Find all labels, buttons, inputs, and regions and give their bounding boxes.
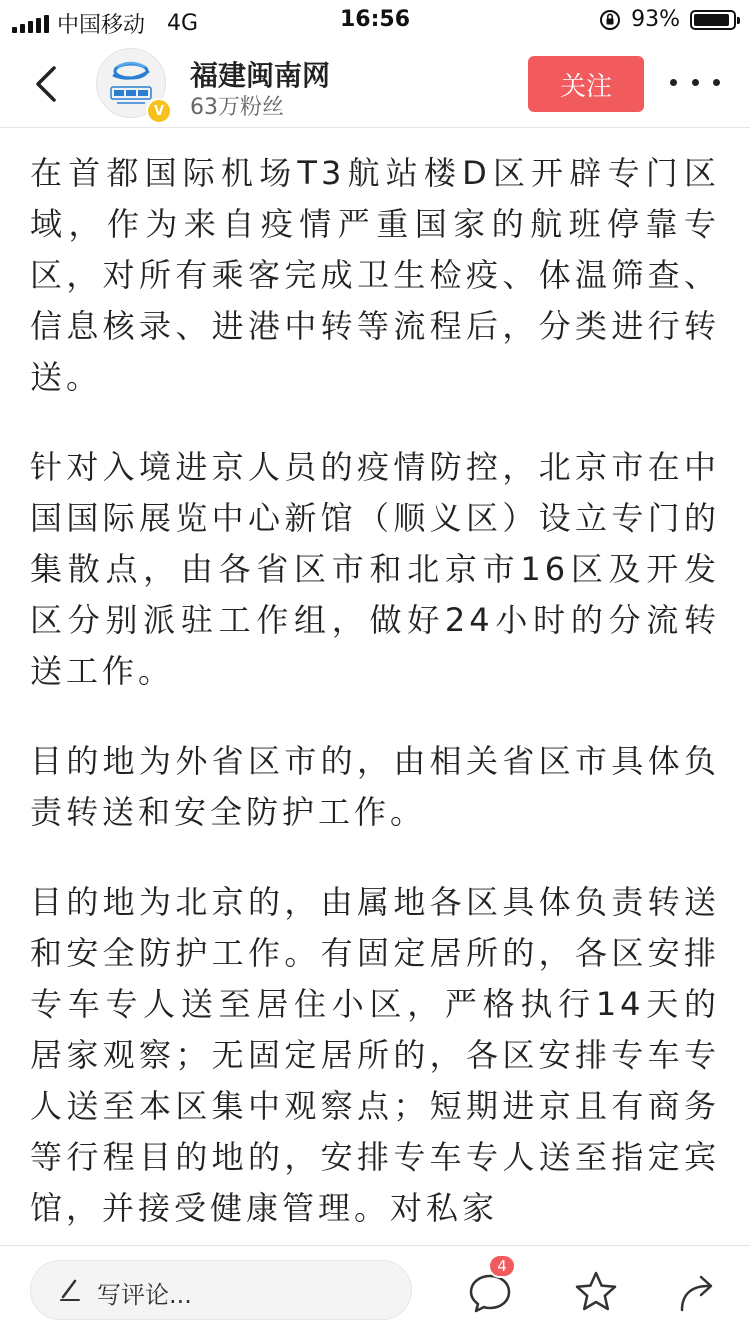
star-icon[interactable] [572, 1268, 620, 1316]
carrier-label: 中国移动 [57, 13, 146, 38]
battery-icon [690, 10, 736, 30]
edit-icon [55, 1275, 85, 1305]
status-bar [0, 0, 750, 40]
bottom-action-bar [0, 1245, 750, 1334]
article-paragraph: 目的地为北京的，由属地各区具体负责转送和安全防护工作。有固定居所的，各区安排专车专人送至居住小区，严格执行14天的居家观察；无固定居所的，各区安排专车专人送至本区集中观察点；短期进京且有商务等行程目的地的，安排专车专人送至指定宾馆，并接受健康管理。对私家 [30, 883, 720, 1227]
battery-percent: 93% [631, 7, 680, 32]
more-options-icon[interactable] [670, 70, 720, 94]
network-label: 4G [167, 11, 199, 36]
orientation-lock-icon [599, 9, 621, 31]
comment-input[interactable] [30, 1260, 412, 1320]
status-time: 16:56 [339, 7, 411, 32]
article-paragraph: 目的地为外省区市的，由相关省区市具体负责转送和安全防护工作。 [30, 742, 720, 831]
back-arrow-icon[interactable] [28, 62, 68, 106]
comment-placeholder: 写评论... [97, 1281, 192, 1309]
article-paragraph: 针对入境进京人员的疫情防控，北京市在中国国际展览中心新馆（顺义区）设立专门的集散点，由各省区市和北京市16区及开发区分别派驻工作组，做好24小时的分流转送工作。 [30, 448, 720, 690]
article-body [0, 128, 750, 1245]
follow-button[interactable]: 关注 [528, 56, 644, 112]
follower-count: 63万粉丝 [190, 95, 284, 120]
article-header [0, 40, 750, 128]
comment-count-badge: 4 [488, 1254, 516, 1278]
article-paragraph: 在首都国际机场T3航站楼D区开辟专门区域，作为来自疫情严重国家的航班停靠专区，对所有乘客完成卫生检疫、体温筛查、信息核录、进港中转等流程后，分类进行转送。 [30, 154, 720, 396]
share-icon[interactable] [674, 1268, 722, 1316]
verified-badge: V [146, 98, 172, 124]
account-name[interactable]: 福建闽南网 [190, 59, 331, 92]
